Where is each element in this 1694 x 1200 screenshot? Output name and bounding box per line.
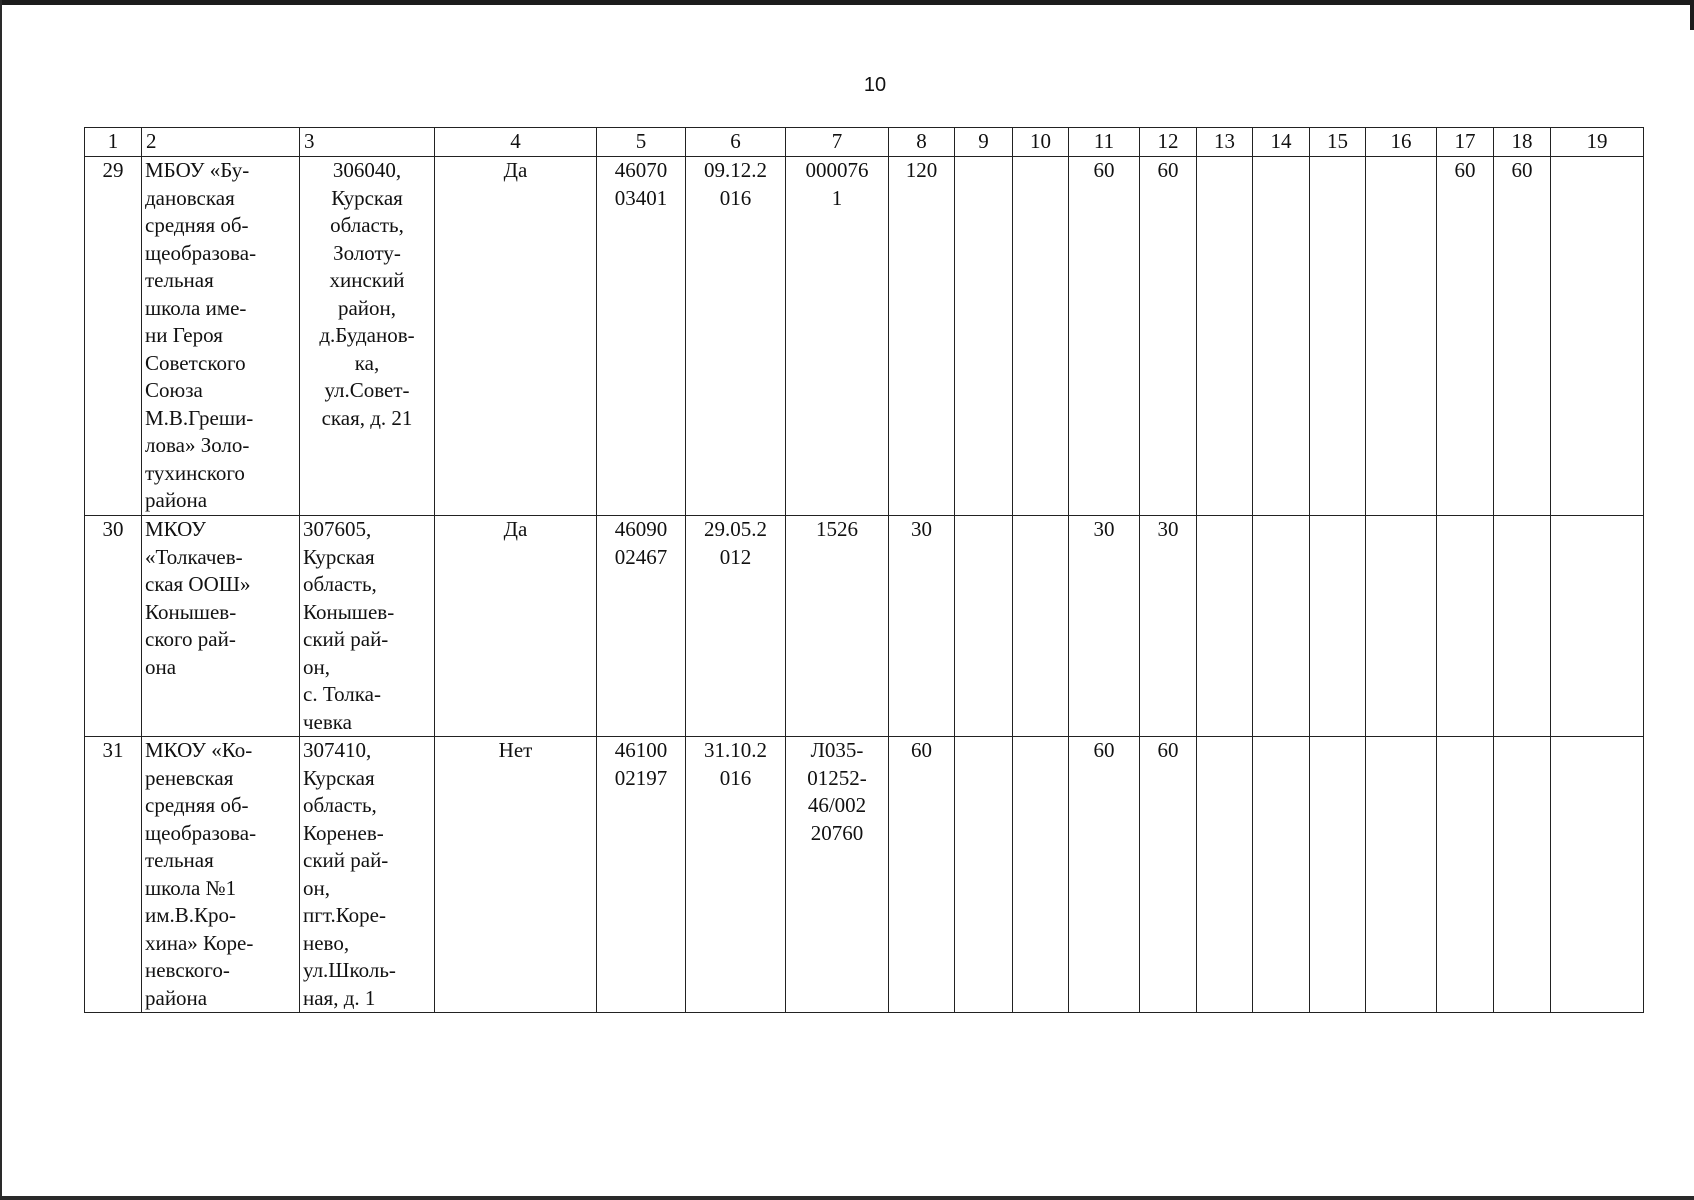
- cell-col-17: [1437, 737, 1494, 1013]
- cell-col-14: [1253, 157, 1310, 516]
- cell-col-5: [597, 157, 686, 516]
- institution-name-line: щеобразова-: [145, 820, 257, 845]
- institution-address-line: область,: [303, 572, 377, 596]
- cell-col-5-line: 46090: [614, 517, 668, 541]
- institution-name-line: лова» Золо-: [145, 433, 250, 457]
- institution-address-line: Золоту-: [333, 240, 401, 265]
- institution-address-line: ский рай-: [303, 848, 389, 872]
- cell-col-10: [1013, 157, 1069, 516]
- cell-col-14: [1253, 516, 1310, 737]
- cell-col-17: [1437, 516, 1494, 737]
- institution-name-line: Советского: [145, 350, 246, 375]
- column-header-16: 16: [1366, 128, 1437, 157]
- cell-col-7: [786, 157, 889, 516]
- cell-col-6-line: 31.10.2: [704, 738, 767, 762]
- institution-name-line: им.В.Кро-: [145, 903, 237, 927]
- institution-address-line: Курская: [303, 544, 375, 569]
- column-header-11: 11: [1069, 128, 1140, 157]
- institution-name-line: она: [145, 654, 177, 679]
- cell-col-18: [1494, 737, 1551, 1013]
- cell-col-5-line: 02467: [614, 544, 668, 569]
- cell-col-6: [686, 157, 786, 516]
- institution-address-line: ул.Школь-: [303, 958, 396, 982]
- institution-address-line: Коренев-: [303, 820, 384, 845]
- column-header-14: 14: [1253, 128, 1310, 157]
- column-header-6: 6: [686, 128, 786, 157]
- cell-col-10: [1013, 516, 1069, 737]
- column-header-10: 10: [1013, 128, 1069, 157]
- cell-col-6: [686, 516, 786, 737]
- institution-address-line: ский рай-: [303, 627, 389, 651]
- institution-address-line: ка,: [354, 350, 380, 375]
- cell-col-13: [1197, 157, 1253, 516]
- column-header-5: 5: [597, 128, 686, 157]
- cell-col-16: [1366, 157, 1437, 516]
- institution-address-line: ная, д. 1: [303, 985, 376, 1010]
- institution-name-line: реневская: [145, 765, 234, 790]
- table-row: [85, 737, 1644, 1013]
- table-row: [85, 516, 1644, 737]
- institution-name-line: ского рай-: [145, 627, 236, 651]
- cell-col-6-line: 016: [719, 765, 752, 790]
- cell-col-5: [597, 737, 686, 1013]
- institution-address-line: Курская: [303, 765, 375, 790]
- cell-col-7-line: 20760: [810, 820, 864, 845]
- institution-name-line: МКОУ «Ко-: [145, 738, 253, 762]
- cell-col-7-line: 46/002: [807, 793, 867, 817]
- row-number: 30: [85, 516, 142, 737]
- header-row: [85, 128, 1644, 157]
- column-header-13: 13: [1197, 128, 1253, 157]
- row-number: 31: [85, 737, 142, 1013]
- cell-col-5-line: 02197: [614, 765, 668, 790]
- cell-col-15: [1310, 516, 1366, 737]
- cell-col-18: [1494, 516, 1551, 737]
- institution-name-line: школа име-: [145, 295, 247, 320]
- scan-edge-right: [1690, 0, 1694, 30]
- institution-address-line: Курская: [331, 185, 403, 210]
- cell-col-13: [1197, 516, 1253, 737]
- institution-address-line: ская, д. 21: [321, 405, 413, 430]
- cell-col-8: 120: [889, 157, 955, 516]
- cell-col-8: 30: [889, 516, 955, 737]
- institution-name-line: района: [145, 985, 208, 1010]
- data-table: [84, 127, 1644, 1013]
- table-row: [85, 157, 1644, 516]
- cell-col-6-line: 29.05.2: [704, 517, 767, 541]
- institution-name-line: средняя об-: [145, 213, 249, 237]
- institution-address-line: 307605,: [303, 517, 372, 541]
- institution-name-line: невского-: [145, 958, 230, 982]
- column-header-15: 15: [1310, 128, 1366, 157]
- institution-name-line: школа №1: [145, 875, 237, 900]
- institution-address-line: он,: [303, 875, 330, 900]
- cell-col-9: [955, 737, 1013, 1013]
- cell-col-7-line: 000076: [805, 158, 869, 182]
- institution-name-line: Конышев-: [145, 599, 237, 624]
- column-header-19: 19: [1551, 128, 1644, 157]
- cell-col-4: Нет: [435, 737, 597, 1013]
- institution-address: [300, 737, 435, 1013]
- scan-edge-bottom: [0, 1196, 1694, 1200]
- cell-col-5-line: 46100: [614, 738, 668, 762]
- institution-name: [142, 516, 300, 737]
- cell-col-7-line: 01252-: [807, 765, 867, 790]
- institution-name-line: «Толкачев-: [145, 544, 243, 569]
- institution-name-line: щеобразова-: [145, 240, 257, 265]
- cell-col-16: [1366, 516, 1437, 737]
- scan-edge-top: [0, 0, 1694, 5]
- column-header-2: 2: [142, 128, 300, 157]
- cell-col-13: [1197, 737, 1253, 1013]
- column-header-17: 17: [1437, 128, 1494, 157]
- institution-address-line: Конышев-: [303, 599, 395, 624]
- scan-edge-left: [0, 0, 2, 1200]
- institution-address-line: ул.Совет-: [324, 378, 410, 402]
- cell-col-6: [686, 737, 786, 1013]
- institution-name: [142, 157, 300, 516]
- institution-address-line: чевка: [303, 709, 353, 734]
- cell-col-7: [786, 516, 889, 737]
- institution-address: [300, 516, 435, 737]
- cell-col-9: [955, 516, 1013, 737]
- cell-col-8: 60: [889, 737, 955, 1013]
- cell-col-6-line: 012: [719, 544, 752, 569]
- institution-address-line: область,: [303, 793, 377, 817]
- cell-col-19: [1551, 516, 1644, 737]
- cell-col-17: 60: [1437, 157, 1494, 516]
- column-header-9: 9: [955, 128, 1013, 157]
- cell-col-15: [1310, 737, 1366, 1013]
- institution-name-line: хина» Коре-: [145, 930, 254, 955]
- cell-col-7-line: 1526: [816, 517, 858, 541]
- cell-col-7-line: Л035-: [810, 738, 864, 762]
- cell-col-5-line: 46070: [614, 158, 668, 182]
- cell-col-16: [1366, 737, 1437, 1013]
- institution-address-line: нево,: [303, 930, 350, 955]
- institution-name-line: Союза: [145, 378, 203, 402]
- cell-col-7: [786, 737, 889, 1013]
- institution-name-line: района: [145, 488, 208, 512]
- row-number: 29: [85, 157, 142, 516]
- cell-col-11: 30: [1069, 516, 1140, 737]
- cell-col-14: [1253, 737, 1310, 1013]
- cell-col-5-line: 03401: [614, 185, 668, 210]
- cell-col-12: 60: [1140, 157, 1197, 516]
- institution-name-line: тельная: [145, 848, 214, 872]
- cell-col-6-line: 09.12.2: [704, 158, 767, 182]
- institution-name-line: МБОУ «Бу-: [145, 158, 250, 182]
- column-header-4: 4: [435, 128, 597, 157]
- institution-address-line: 307410,: [303, 738, 372, 762]
- cell-col-7-line: 1: [831, 185, 843, 210]
- institution-address-line: с. Толка-: [303, 682, 381, 706]
- column-header-1: 1: [85, 128, 142, 157]
- institution-address-line: район,: [337, 295, 397, 320]
- institution-name: [142, 737, 300, 1013]
- cell-col-9: [955, 157, 1013, 516]
- institution-name-line: ни Героя: [145, 323, 223, 347]
- cell-col-12: 60: [1140, 737, 1197, 1013]
- column-header-8: 8: [889, 128, 955, 157]
- cell-col-10: [1013, 737, 1069, 1013]
- institution-address-line: хинский: [329, 268, 405, 292]
- page-number: 10: [863, 74, 887, 96]
- institution-name-line: ская ООШ»: [145, 572, 251, 596]
- cell-col-4: Да: [435, 157, 597, 516]
- cell-col-11: 60: [1069, 737, 1140, 1013]
- institution-name-line: средняя об-: [145, 793, 249, 817]
- column-header-3: 3: [300, 128, 435, 157]
- institution-name-line: тухинского: [145, 460, 245, 485]
- institution-name-line: М.В.Греши-: [145, 405, 254, 430]
- cell-col-11: 60: [1069, 157, 1140, 516]
- cell-col-15: [1310, 157, 1366, 516]
- institution-address: [300, 157, 435, 516]
- institution-address-line: он,: [303, 654, 330, 679]
- institution-name-line: МКОУ: [145, 517, 207, 541]
- institution-address-line: д.Буданов-: [319, 323, 415, 347]
- cell-col-18: 60: [1494, 157, 1551, 516]
- column-header-18: 18: [1494, 128, 1551, 157]
- column-header-7: 7: [786, 128, 889, 157]
- institution-address-line: 306040,: [332, 158, 402, 182]
- cell-col-19: [1551, 737, 1644, 1013]
- cell-col-12: 30: [1140, 516, 1197, 737]
- cell-col-19: [1551, 157, 1644, 516]
- institution-name-line: дановская: [145, 185, 235, 210]
- cell-col-6-line: 016: [719, 185, 752, 210]
- institution-address-line: пгт.Коре-: [303, 903, 386, 927]
- cell-col-5: [597, 516, 686, 737]
- cell-col-4: Да: [435, 516, 597, 737]
- institution-address-line: область,: [330, 213, 404, 237]
- institution-name-line: тельная: [145, 268, 214, 292]
- column-header-12: 12: [1140, 128, 1197, 157]
